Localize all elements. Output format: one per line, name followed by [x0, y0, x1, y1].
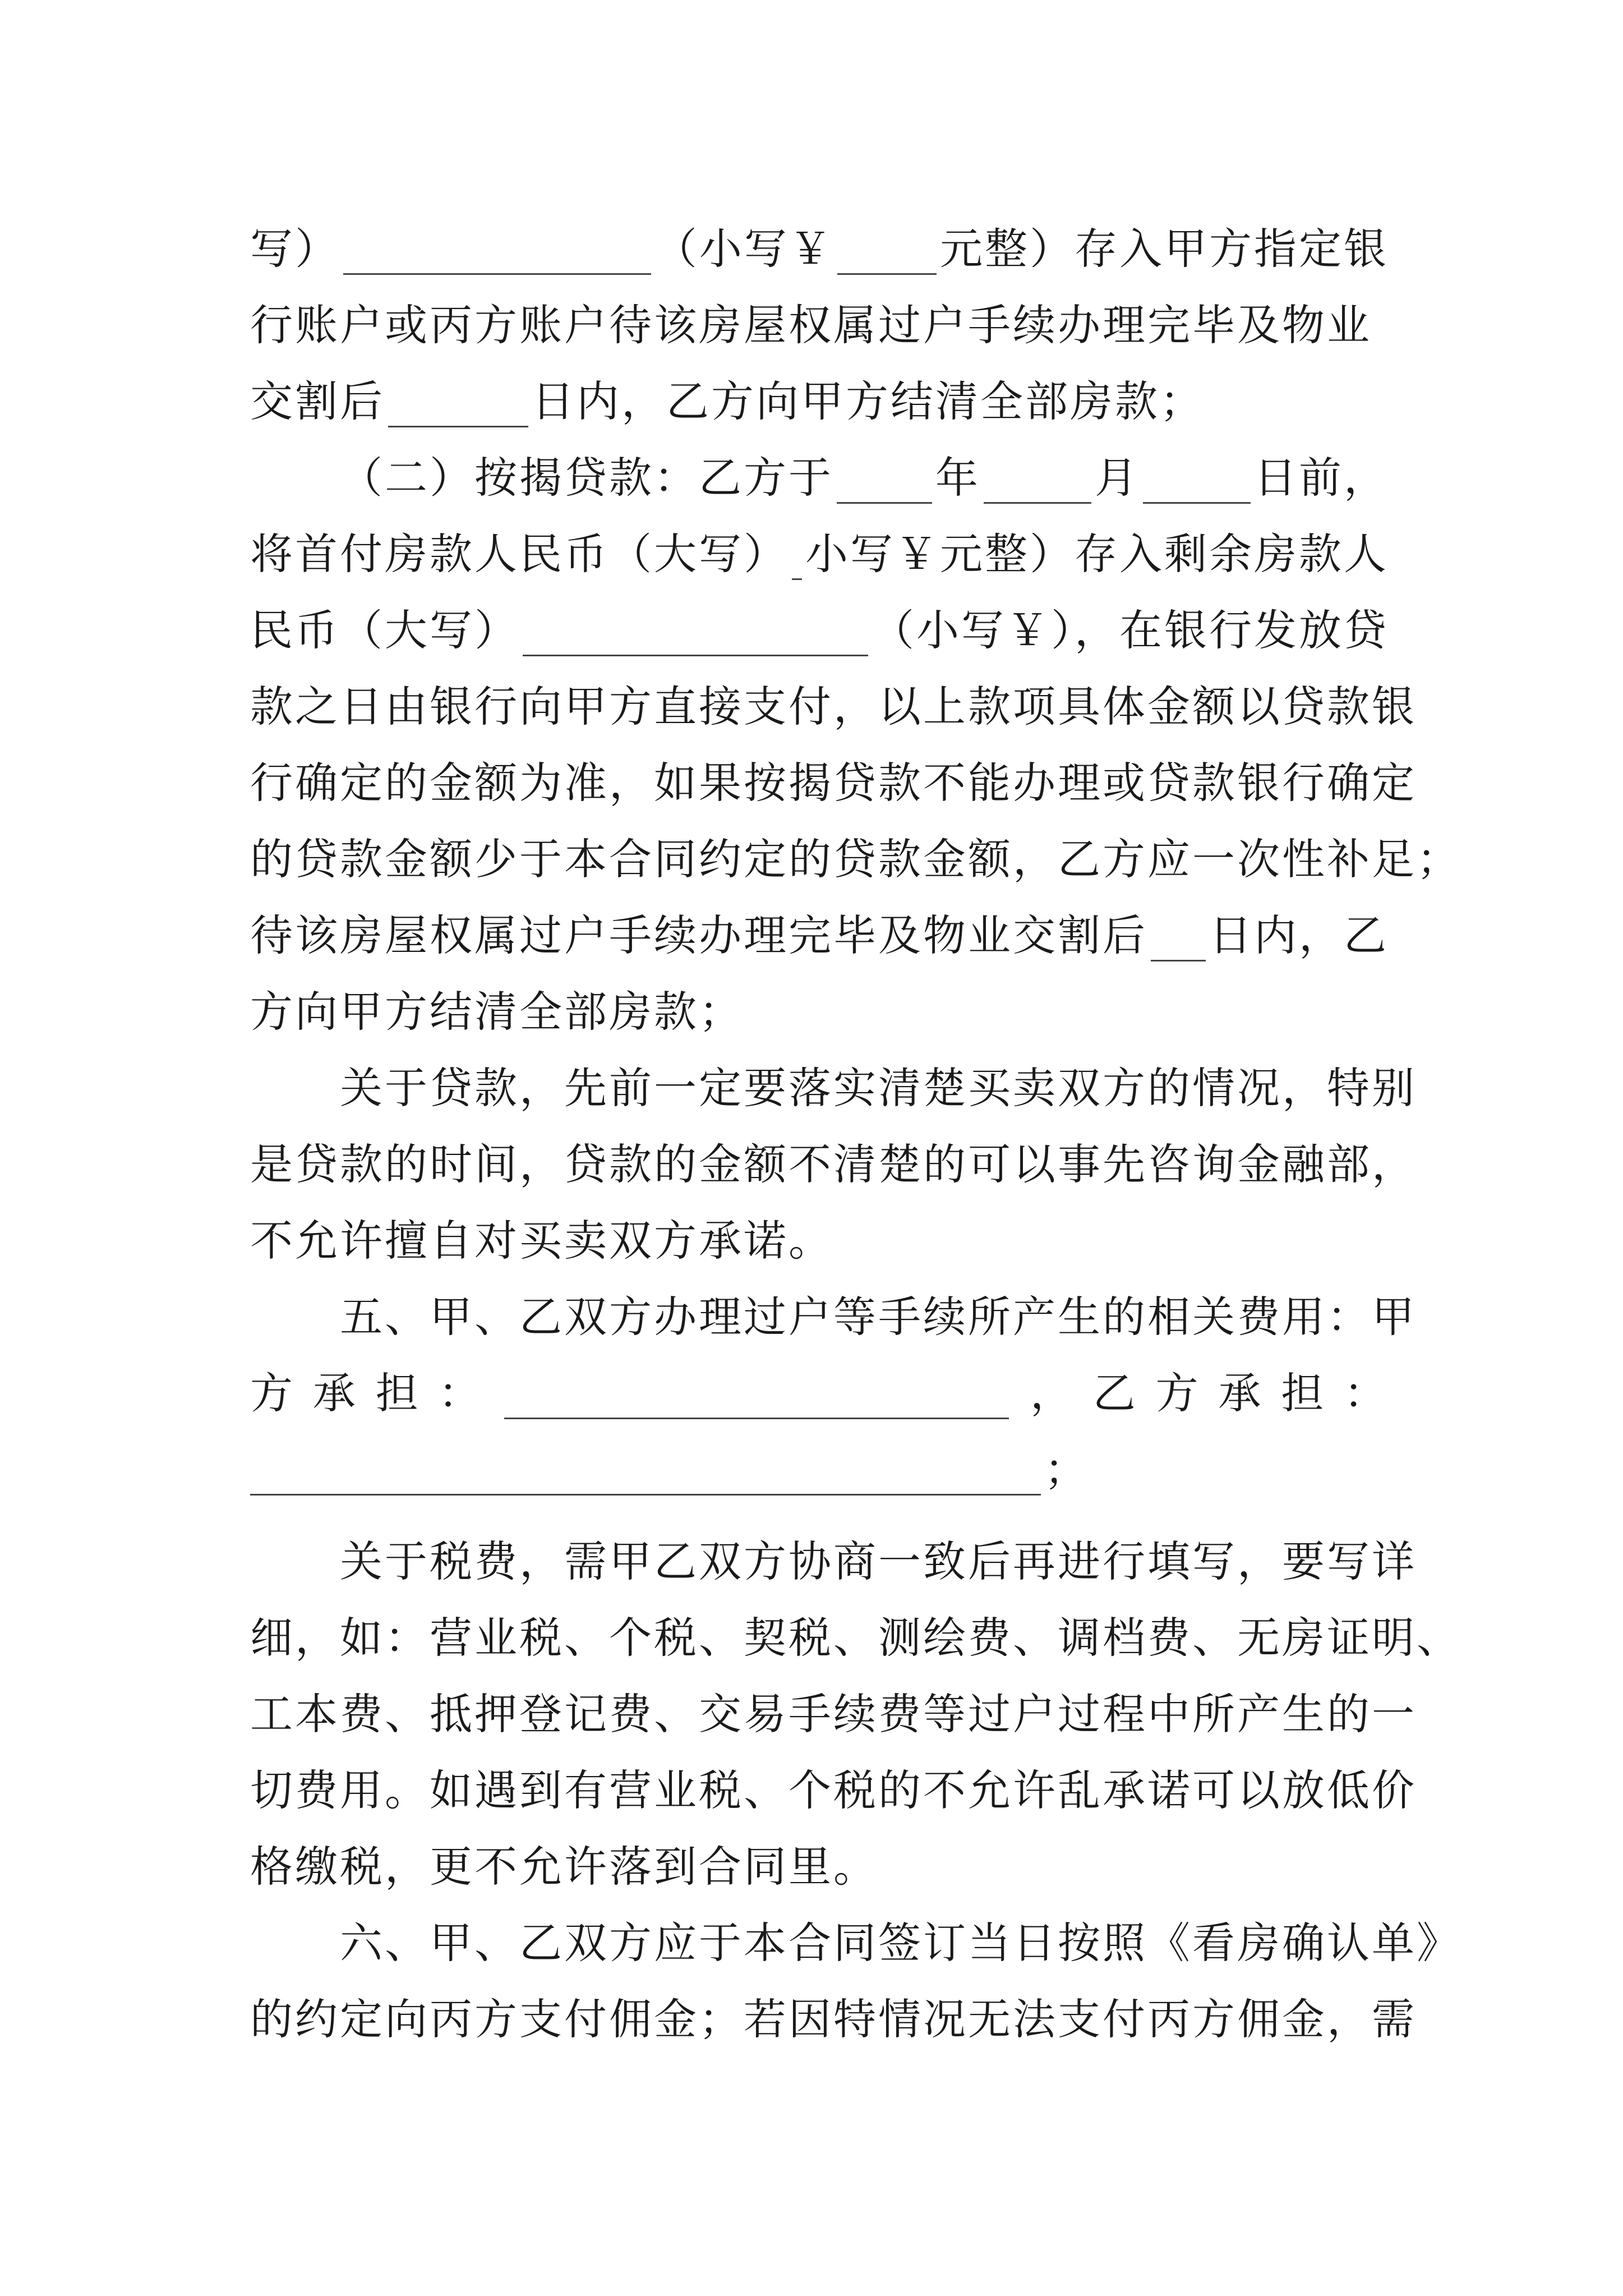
line: [250, 1050, 1417, 1126]
text-fragment: 日内，乙方向甲方结清全部房款；: [532, 376, 1205, 426]
text-fragment: 细，如：营业税、个税、契税、测绘费、调档费、无房证明、: [250, 1613, 1461, 1663]
text-fragment: 将首付房款人民币（大写）: [250, 529, 789, 579]
line: [250, 1432, 1389, 1508]
text-fragment: 日内，乙: [1209, 910, 1389, 960]
line: [250, 1355, 1389, 1432]
text-fragment: 方向甲方结清全部房款；: [250, 987, 744, 1037]
text-fragment: 方: [1155, 1368, 1201, 1418]
line: [250, 1829, 1389, 1905]
text-fragment: （二）按揭贷款：乙方于: [340, 453, 833, 503]
line: [250, 669, 1417, 745]
text-fragment: 行确定的金额为准，如果按揭贷款不能办理或贷款银行确定: [250, 758, 1417, 808]
line: [250, 821, 1461, 898]
text-fragment: 关于贷款，先前一定要落实清楚买卖双方的情况，特别: [340, 1063, 1417, 1113]
text-fragment: 交割后: [250, 376, 385, 426]
text-fragment: 是贷款的时间，贷款的金额不清楚的可以事先咨询金融部，: [250, 1139, 1417, 1189]
fill-blank: [523, 650, 868, 656]
fill-blank: [837, 269, 937, 275]
line: [250, 1203, 1389, 1279]
text-fragment: 乙: [1092, 1368, 1138, 1418]
text-fragment: 担: [375, 1368, 421, 1418]
line: [250, 974, 1389, 1050]
paragraph-gap: [250, 1508, 1389, 1524]
line: [250, 745, 1417, 821]
text-fragment: 不允许擅自对买卖双方承诺。: [250, 1216, 833, 1266]
text-fragment: 方: [250, 1368, 295, 1418]
text-fragment: 日前，: [1253, 453, 1389, 503]
text-fragment: 五、甲、乙双方办理过户等手续所产生的相关费用：甲: [340, 1292, 1417, 1342]
fill-blank: [792, 574, 802, 580]
text-fragment: 待该房屋权属过户手续办理完毕及物业交割后: [250, 910, 1147, 960]
text-fragment: 元整）存入甲方指定银: [940, 224, 1389, 274]
fill-blank: [343, 269, 651, 275]
fill-blank: [837, 498, 932, 504]
text-fragment: 民币（大写）: [250, 605, 519, 655]
text-fragment: 承: [312, 1368, 358, 1418]
fill-blank: [388, 421, 528, 427]
text-fragment: 格缴税，更不允许落到合同里。: [250, 1842, 878, 1892]
text-fragment: 小写￥元整）存入剩余房款人: [805, 529, 1389, 579]
line: [250, 1981, 1417, 2058]
line: [250, 364, 1389, 440]
text-fragment: 行账户或丙方账户待该房屋权属过户手续办理完毕及物业: [250, 300, 1372, 350]
line: [250, 1126, 1417, 1203]
contract-body: [250, 211, 1461, 2058]
fill-blank: [1143, 498, 1251, 504]
text-fragment: 写）: [250, 224, 340, 274]
line: [250, 1600, 1461, 1676]
text-fragment: （小写￥: [654, 224, 834, 274]
line: [250, 440, 1389, 516]
line: [250, 898, 1389, 974]
line: [250, 287, 1389, 364]
fill-blank: [250, 1489, 1041, 1496]
text-fragment: 的贷款金额少于本合同约定的贷款金额，乙方应一次性补足；: [250, 834, 1461, 884]
line: [250, 1905, 1461, 1981]
line: [250, 1524, 1417, 1600]
text-fragment: 关于税费，需甲乙双方协商一致后再进行填写，要写详: [340, 1536, 1417, 1586]
text-fragment: ；: [1044, 1444, 1089, 1494]
line: [250, 1752, 1417, 1829]
text-fragment: 六、甲、乙双方应于本合同签订当日按照《看房确认单》: [340, 1918, 1461, 1968]
fill-blank: [504, 1413, 1009, 1419]
text-fragment: 月: [1094, 453, 1140, 503]
line: [250, 516, 1389, 592]
fill-blank: [984, 498, 1091, 504]
text-fragment: 工本费、抵押登记费、交易手续费等过户过程中所产生的一: [250, 1689, 1417, 1739]
line: [250, 1676, 1417, 1752]
text-fragment: （小写￥），在银行发放贷: [872, 605, 1389, 655]
text-fragment: 的约定向丙方支付佣金；若因特情况无法支付丙方佣金，需: [250, 1994, 1417, 2044]
text-fragment: 款之日由银行向甲方直接支付，以上款项具体金额以贷款银: [250, 682, 1417, 731]
line: [250, 592, 1389, 669]
line: [250, 1279, 1417, 1355]
line: [250, 211, 1389, 287]
text-fragment: ：: [438, 1368, 483, 1418]
fill-blank: [1151, 955, 1206, 961]
text-fragment: ，: [1030, 1368, 1075, 1418]
text-fragment: 担: [1281, 1368, 1326, 1418]
text-fragment: 年: [935, 453, 980, 503]
text-fragment: ：: [1343, 1368, 1389, 1418]
text-fragment: 承: [1218, 1368, 1264, 1418]
text-fragment: 切费用。如遇到有营业税、个税的不允许乱承诺可以放低价: [250, 1765, 1417, 1815]
